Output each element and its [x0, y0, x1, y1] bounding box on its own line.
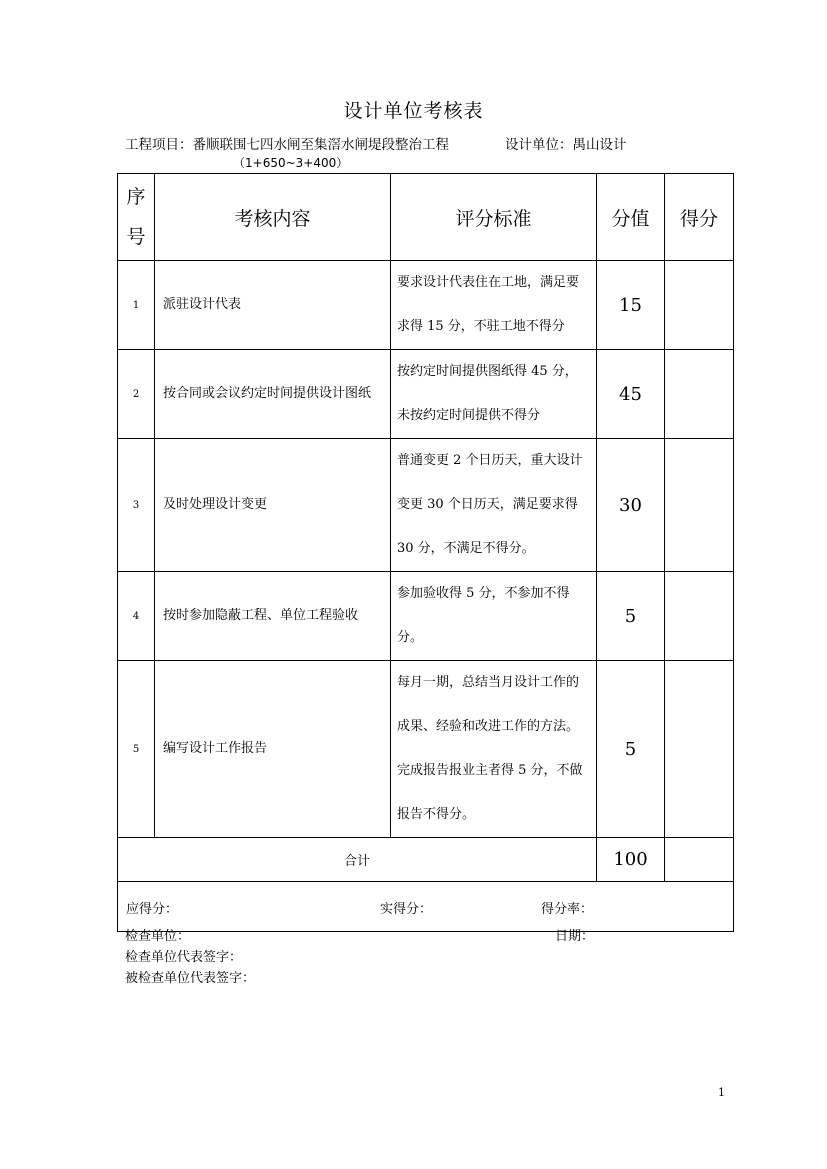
table-row: [118, 350, 734, 439]
total-value: 100: [597, 838, 665, 882]
row-score-cell[interactable]: [665, 439, 734, 572]
row-content: 编写设计工作报告: [155, 661, 391, 838]
row-content: 按合同或会议约定时间提供设计图纸: [155, 350, 391, 439]
row-score-cell[interactable]: [665, 261, 734, 350]
table-row: [118, 439, 734, 572]
total-label: 合计: [118, 838, 597, 882]
row-value: 15: [597, 261, 665, 350]
project-name: 工程项目：番顺联围七四水闸至集滘水闸堤段整治工程: [125, 137, 449, 153]
page-number: 1: [718, 1086, 725, 1099]
row-value: 45: [597, 350, 665, 439]
table-row: [118, 261, 734, 350]
row-standard: 要求设计代表住在工地，满足要求得 15 分，不驻工地不得分: [391, 261, 597, 350]
header-standard: 评分标准: [391, 174, 597, 261]
header-seq: [118, 174, 155, 261]
date-label: 日期：: [555, 929, 595, 944]
row-seq: 1: [118, 261, 155, 350]
row-seq: 5: [118, 661, 155, 838]
row-score-cell[interactable]: [665, 661, 734, 838]
page-title: 设计单位考核表: [343, 100, 484, 122]
design-unit: 设计单位：禺山设计: [505, 137, 627, 153]
row-standard: 普通变更 2 个日历天，重大设计变更 30 个日历天，满足要求得 30 分，不满足不得分。: [391, 439, 597, 572]
table-header-row: [118, 174, 734, 261]
row-value: 30: [597, 439, 665, 572]
actual-score-label: 实得分：: [380, 902, 433, 917]
row-seq: 3: [118, 439, 155, 572]
score-rate-label: 得分率：: [541, 902, 594, 917]
row-seq: 2: [118, 350, 155, 439]
footer-row: [118, 882, 734, 932]
expected-score-label: 应得分：: [126, 902, 179, 917]
row-score-cell[interactable]: [665, 572, 734, 661]
row-score-cell[interactable]: [665, 350, 734, 439]
header-value: 分值: [597, 174, 665, 261]
total-score-cell[interactable]: [665, 838, 734, 882]
row-content: 派驻设计代表: [155, 261, 391, 350]
row-content: 按时参加隐蔽工程、单位工程验收: [155, 572, 391, 661]
footer-cell: [118, 882, 734, 932]
row-seq: 4: [118, 572, 155, 661]
total-row: [118, 838, 734, 882]
inspect-unit-label: 检查单位：: [125, 929, 191, 944]
header-content: 考核内容: [155, 174, 391, 261]
header-seq-line-2: 号: [126, 226, 146, 248]
assessment-table: [117, 173, 734, 932]
inspect-rep-signature-label: 检查单位代表签字：: [125, 950, 243, 965]
row-value: 5: [597, 661, 665, 838]
project-range: （1+650~3+400）: [233, 156, 349, 170]
inspected-rep-signature-label: 被检查单位代表签字：: [125, 971, 256, 986]
table-row: [118, 661, 734, 838]
row-standard: 参加验收得 5 分，不参加不得分。: [391, 572, 597, 661]
row-standard: 每月一期，总结当月设计工作的成果、经验和改进工作的方法。完成报告报业主者得 5 分，不做报告不得分。: [391, 661, 597, 838]
table-row: [118, 572, 734, 661]
header-seq-line-1: 序: [126, 186, 146, 208]
header-score: 得分: [665, 174, 734, 261]
row-content: 及时处理设计变更: [155, 439, 391, 572]
row-standard: 按约定时间提供图纸得 45 分，未按约定时间提供不得分: [391, 350, 597, 439]
row-value: 5: [597, 572, 665, 661]
